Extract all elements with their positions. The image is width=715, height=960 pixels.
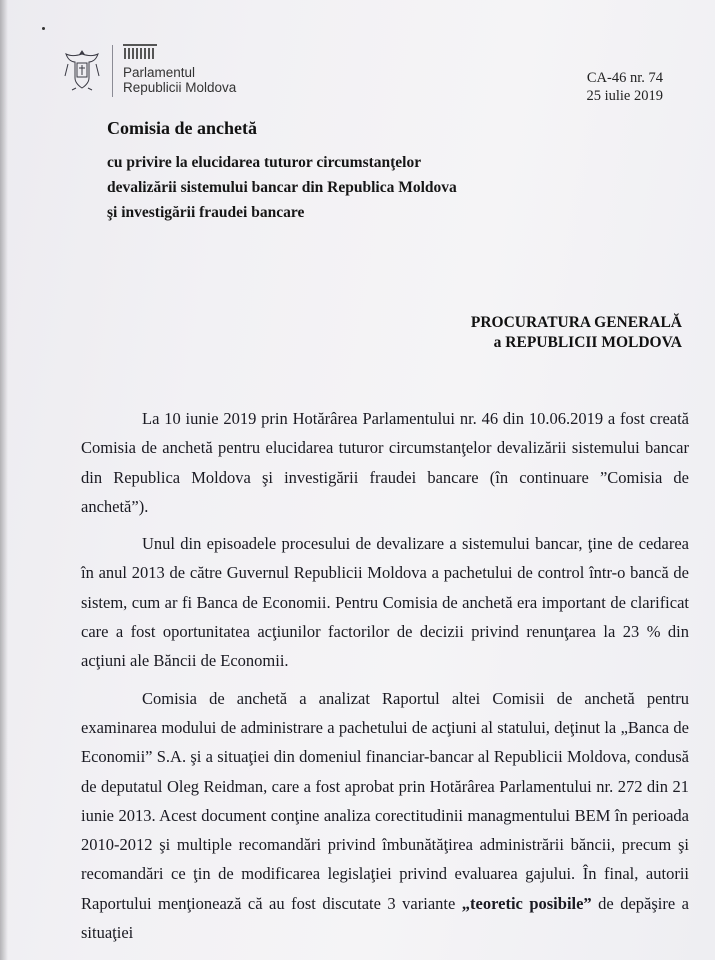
commission-subtitle-line: şi investigării fraudei bancare <box>107 204 305 221</box>
body-paragraph-3-tail: de depăşire a situaţiei <box>81 893 689 943</box>
recipient-line2: a REPUBLICII MOLDOVA <box>493 334 682 351</box>
parliament-name <box>123 65 236 95</box>
letter-body <box>81 404 689 955</box>
parliament-name-line2: Republicii Moldova <box>123 80 237 95</box>
moldova-coat-of-arms-icon <box>62 48 102 92</box>
commission-subtitle-line: devalizării sistemului bancar din Republica Moldova <box>107 179 457 196</box>
body-paragraph-3 <box>81 684 689 948</box>
header-divider <box>112 45 113 97</box>
reference-number: CA-46 nr. 74 <box>586 70 663 86</box>
commission-subtitle <box>107 150 457 225</box>
recipient-line1: PROCURATURA GENERALĂ <box>470 314 682 331</box>
recipient-block <box>471 313 682 353</box>
page-edge-shadow <box>0 0 8 960</box>
parliament-building-icon <box>123 44 157 60</box>
body-paragraph-3-text: Comisia de anchetă a analizat Raportul altei Comisii de anchetă pentru examinarea modului de administrare a pachetului de acţiuni al statului, deţinut la „Banca de Economii” S.A. şi a situaţiei din domeniul financiar-bancar al Republicii Moldova, condusă de deputatul Oleg Reidman, care a fost aprobat prin Hotărârea Parlamentului nr. 272 din 21 iunie 2013. Acest document conţine analiza corectitudinii managmentului BEM în perioada 2010-2012 şi multiple recomandări privind îmbunătăţirea administrării băncii, precum şi recomandări ce ţin de modificarea legislaţiei privind evaluarea gajului. În final, autorii Raportului menţionează că au fost discutate 3 variante <box>81 688 689 913</box>
parliament-name-line1: Parlamentul <box>123 65 196 80</box>
emphasis-text: „teoretic posibile” <box>461 893 592 913</box>
body-paragraph-1: La 10 iunie 2019 prin Hotărârea Parlamentului nr. 46 din 10.06.2019 a fost creată Comisia de anchetă pentru elucidarea tuturor circumstanţelor devalizării sistemului bancar din Republica Moldova şi investigării fraudei bancare (în continuare ”Comisia de anchetă”). <box>81 409 689 516</box>
body-paragraph-2: Unul din episoadele procesului de devalizare a sistemului bancar, ţine de cedarea în anul 2013 de către Guvernul Republicii Moldova a pachetului de control într-o bancă de sistem, cum ar fi Banca de Economii. Pentru Comisia de anchetă era important de clarificat care a fost oportunitatea acţiunilor factorilor de decizii privind renunţarea la 23 % din acţiuni ale Băncii de Economii. <box>81 534 689 671</box>
document-reference <box>586 69 663 105</box>
punch-mark <box>42 27 45 30</box>
commission-subtitle-line: cu privire la elucidarea tuturor circumstanţelor <box>107 154 422 171</box>
reference-date: 25 iulie 2019 <box>586 88 663 104</box>
commission-title: Comisia de anchetă <box>107 118 257 138</box>
